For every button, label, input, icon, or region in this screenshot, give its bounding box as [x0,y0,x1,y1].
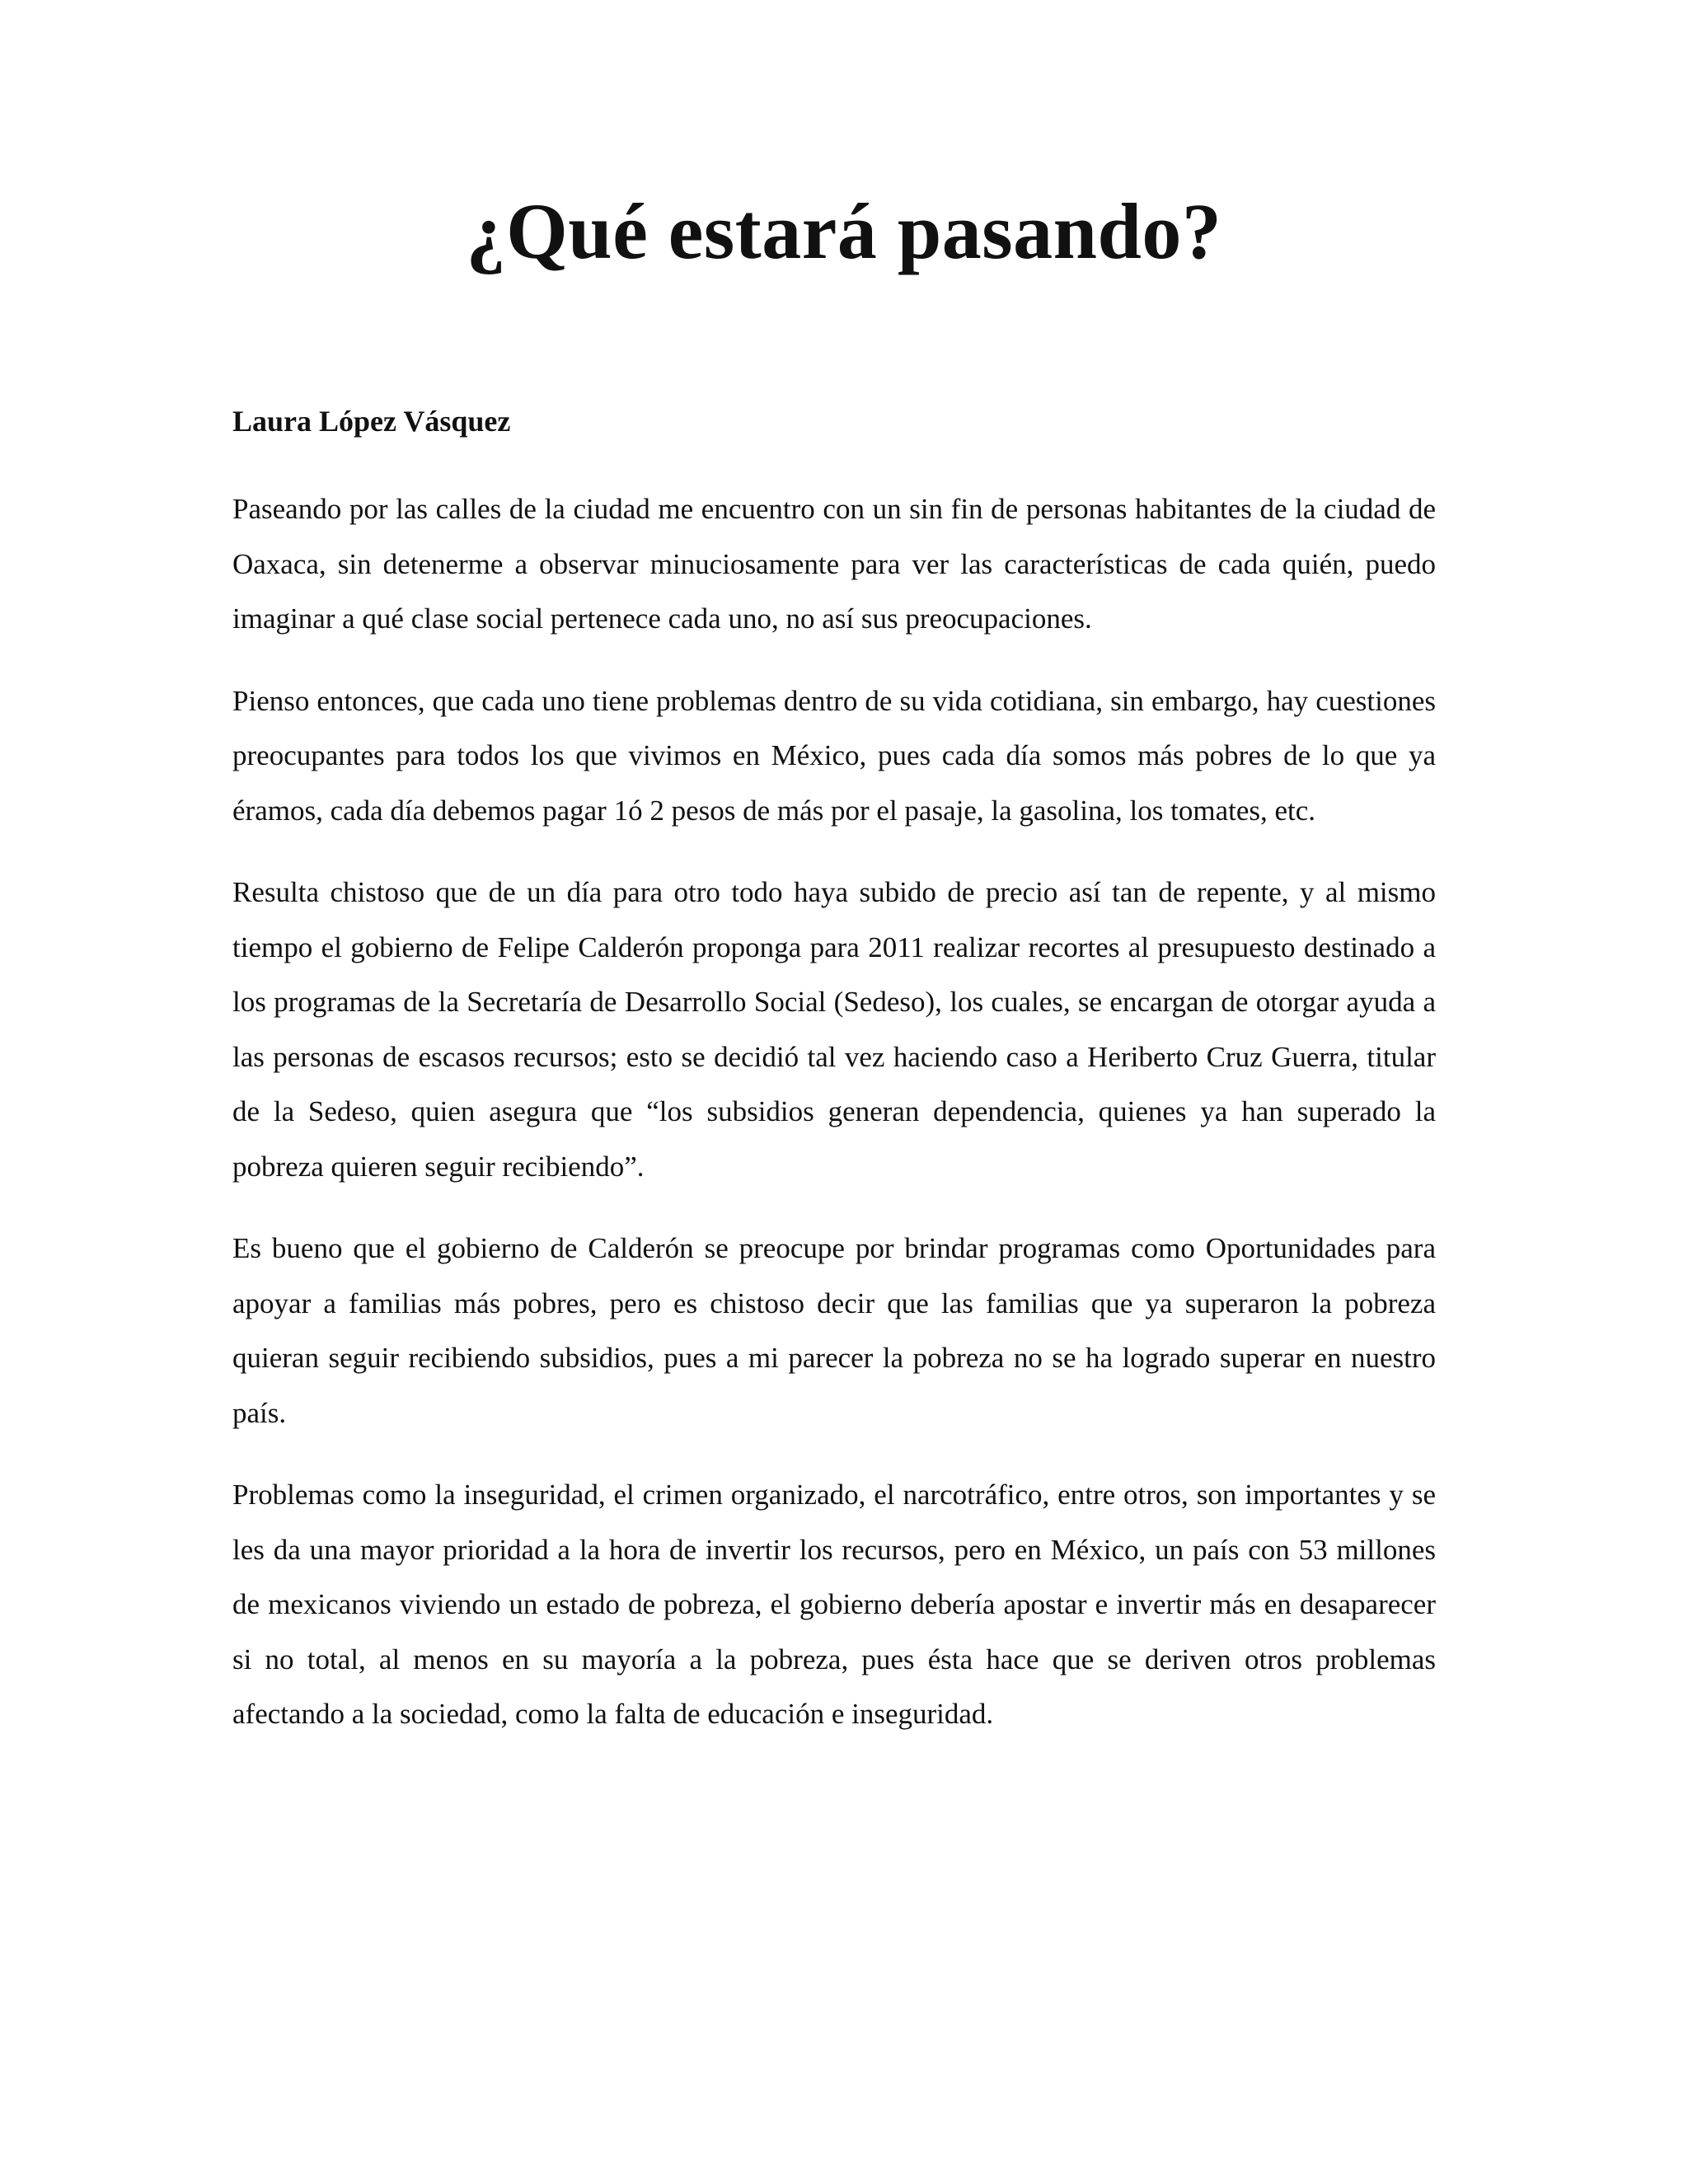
paragraph: Paseando por las calles de la ciudad me encuentro con un sin fin de personas habitantes de la ciudad de Oaxaca, sin detenerme a observar minuciosamente para ver las características de cada quién, puedo imaginar a qué clase social pertenece cada uno, no así sus preocupaciones. [232,493,1436,635]
paragraph: Resulta chistoso que de un día para otro todo haya subido de precio así tan de repente, y al mismo tiempo el gobierno de Felipe Calderón proponga para 2011 realizar recortes al presupuesto destinado a los programas de la Secretaría de Desarrollo Social (Sedeso), los cuales, se encargan de otorgar ayuda a las personas de escasos recursos; esto se decidió tal vez haciendo caso a Heriberto Cruz Guerra, titular de la Sedeso, quien asegura que “los subsidios generan dependencia, quienes ya han superado la pobreza quieren seguir recibiendo”. [232,876,1436,1183]
article-body [232,482,1436,1769]
paragraph: Pienso entonces, que cada uno tiene problemas dentro de su vida cotidiana, sin embargo, hay cuestiones preocupantes para todos los que vivimos en México, pues cada día somos más pobres de lo que ya éramos, cada día debemos pagar 1ó 2 pesos de más por el pasaje, la gasolina, los tomates, etc. [232,684,1436,827]
paragraph: Es bueno que el gobierno de Calderón se preocupe por brindar programas como Oportunidades para apoyar a familias más pobres, pero es chistoso decir que las familias que ya superaron la pobreza quieran seguir recibiendo subsidios, pues a mi parecer la pobreza no se ha logrado superar en nuestro país. [232,1232,1436,1429]
document-title: ¿Qué estará pasando? [466,187,1222,275]
paragraph: Problemas como la inseguridad, el crimen organizado, el narcotráfico, entre otros, son importantes y se les da una mayor prioridad a la hora de invertir los recursos, pero en México, un país con 53 millones de mexicanos viviendo un estado de pobreza, el gobierno debería apostar e invertir más en desaparecer si no total, al menos en su mayoría a la pobreza, pues ésta hace que se deriven otros problemas afectando a la sociedad, como la falta de educación e inseguridad. [232,1479,1436,1730]
author-name: Laura López Vásquez [232,405,511,438]
